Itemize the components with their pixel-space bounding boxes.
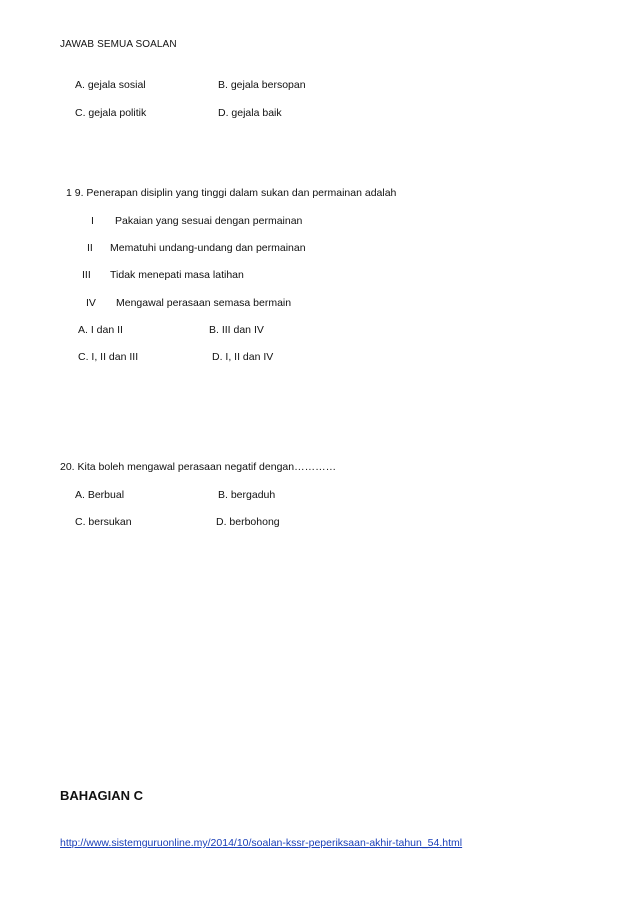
q19-statement-1-text: Pakaian yang sesuai dengan permainan bbox=[115, 215, 303, 227]
q19-statement-1-num: I bbox=[91, 215, 94, 227]
q19-statement-3-num: III bbox=[82, 269, 91, 281]
q20-option-b: B. bergaduh bbox=[218, 489, 276, 501]
q20-stem: 20. Kita boleh mengawal perasaan negatif dengan………… bbox=[60, 461, 337, 473]
q18-option-b: B. gejala bersopan bbox=[218, 79, 306, 91]
q19-option-b: B. III dan IV bbox=[209, 324, 264, 336]
q18-option-c: C. gejala politik bbox=[75, 107, 147, 119]
q19-statement-3-text: Tidak menepati masa latihan bbox=[110, 269, 244, 281]
q18-option-d: D. gejala baik bbox=[218, 107, 282, 119]
q19-statement-2-text: Mematuhi undang-undang dan permainan bbox=[110, 242, 306, 254]
q20-option-a: A. Berbual bbox=[75, 489, 125, 501]
q19-option-a: A. I dan II bbox=[78, 324, 123, 336]
q19-option-c: C. I, II dan III bbox=[78, 351, 139, 363]
q19-statement-4-text: Mengawal perasaan semasa bermain bbox=[116, 297, 292, 309]
q19-option-d: D. I, II dan IV bbox=[212, 351, 274, 363]
section-title: BAHAGIAN C bbox=[60, 788, 144, 803]
page-header: JAWAB SEMUA SOALAN bbox=[60, 39, 177, 50]
footer-link[interactable]: http://www.sistemguruonline.my/2014/10/soalan-kssr-peperiksaan-akhir-tahun_54.html bbox=[60, 837, 463, 849]
q19-stem: 1 9. Penerapan disiplin yang tinggi dalam sukan dan permainan adalah bbox=[66, 187, 397, 199]
q20-option-c: C. bersukan bbox=[75, 516, 132, 528]
q19-statement-2-num: II bbox=[87, 242, 93, 254]
q20-option-d: D. berbohong bbox=[216, 516, 280, 528]
q19-statement-4-num: IV bbox=[86, 297, 96, 309]
q18-option-a: A. gejala sosial bbox=[75, 79, 146, 91]
